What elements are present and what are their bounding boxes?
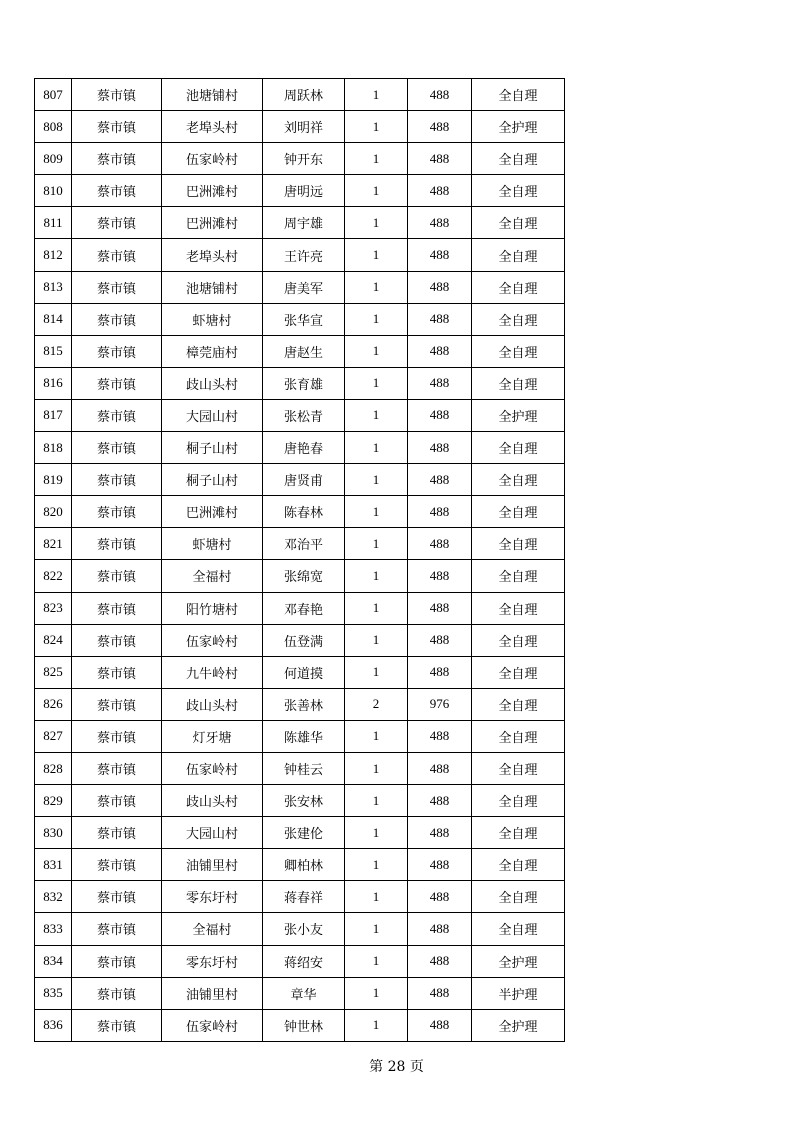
count-cell: 1 <box>345 656 408 688</box>
town-cell: 蔡市镇 <box>72 271 162 303</box>
row-number: 815 <box>35 335 72 367</box>
village-cell: 大园山村 <box>162 817 263 849</box>
town-cell: 蔡市镇 <box>72 111 162 143</box>
name-cell: 王许亮 <box>263 239 345 271</box>
town-cell: 蔡市镇 <box>72 977 162 1009</box>
count-cell: 1 <box>345 496 408 528</box>
table-row <box>35 945 565 977</box>
name-cell: 张绵宽 <box>263 560 345 592</box>
page-number: 第 28 页 <box>369 1059 424 1075</box>
row-number: 819 <box>35 464 72 496</box>
village-cell: 桐子山村 <box>162 432 263 464</box>
row-number: 809 <box>35 143 72 175</box>
row-number: 818 <box>35 432 72 464</box>
count-cell: 1 <box>345 624 408 656</box>
care-type-cell: 全自理 <box>472 496 565 528</box>
town-cell: 蔡市镇 <box>72 207 162 239</box>
name-cell: 张小友 <box>263 913 345 945</box>
count-cell: 1 <box>345 560 408 592</box>
care-type-cell: 全护理 <box>472 399 565 431</box>
count-cell: 1 <box>345 945 408 977</box>
village-cell: 池塘铺村 <box>162 79 263 111</box>
name-cell: 邓治平 <box>263 528 345 560</box>
row-number: 808 <box>35 111 72 143</box>
care-type-cell: 全护理 <box>472 1009 565 1041</box>
count-cell: 1 <box>345 432 408 464</box>
table-row <box>35 367 565 399</box>
town-cell: 蔡市镇 <box>72 367 162 399</box>
care-type-cell: 全自理 <box>472 720 565 752</box>
table-row <box>35 528 565 560</box>
table-row <box>35 464 565 496</box>
row-number: 807 <box>35 79 72 111</box>
name-cell: 唐明远 <box>263 175 345 207</box>
count-cell: 1 <box>345 849 408 881</box>
name-cell: 张善林 <box>263 688 345 720</box>
amount-cell: 488 <box>408 464 472 496</box>
town-cell: 蔡市镇 <box>72 881 162 913</box>
name-cell: 陈雄华 <box>263 720 345 752</box>
village-cell: 全福村 <box>162 560 263 592</box>
name-cell: 刘明祥 <box>263 111 345 143</box>
count-cell: 1 <box>345 271 408 303</box>
village-cell: 油铺里村 <box>162 849 263 881</box>
count-cell: 1 <box>345 399 408 431</box>
village-cell: 老埠头村 <box>162 239 263 271</box>
name-cell: 唐贤甫 <box>263 464 345 496</box>
town-cell: 蔡市镇 <box>72 432 162 464</box>
village-cell: 虾塘村 <box>162 303 263 335</box>
table-row <box>35 111 565 143</box>
town-cell: 蔡市镇 <box>72 849 162 881</box>
care-type-cell: 全自理 <box>472 239 565 271</box>
amount-cell: 488 <box>408 175 472 207</box>
village-cell: 油铺里村 <box>162 977 263 1009</box>
table-row <box>35 175 565 207</box>
amount-cell: 488 <box>408 849 472 881</box>
row-number: 830 <box>35 817 72 849</box>
name-cell: 唐美军 <box>263 271 345 303</box>
village-cell: 零东圩村 <box>162 945 263 977</box>
amount-cell: 488 <box>408 111 472 143</box>
count-cell: 2 <box>345 688 408 720</box>
amount-cell: 488 <box>408 881 472 913</box>
care-type-cell: 全自理 <box>472 271 565 303</box>
count-cell: 1 <box>345 528 408 560</box>
table-row <box>35 303 565 335</box>
name-cell: 张安林 <box>263 785 345 817</box>
town-cell: 蔡市镇 <box>72 335 162 367</box>
name-cell: 章华 <box>263 977 345 1009</box>
care-type-cell: 全自理 <box>472 688 565 720</box>
amount-cell: 488 <box>408 752 472 784</box>
table-row <box>35 752 565 784</box>
row-number: 833 <box>35 913 72 945</box>
care-type-cell: 全自理 <box>472 335 565 367</box>
village-cell: 樟莞庙村 <box>162 335 263 367</box>
row-number: 813 <box>35 271 72 303</box>
town-cell: 蔡市镇 <box>72 79 162 111</box>
amount-cell: 488 <box>408 496 472 528</box>
count-cell: 1 <box>345 79 408 111</box>
care-type-cell: 全自理 <box>472 175 565 207</box>
table-row <box>35 849 565 881</box>
care-type-cell: 全自理 <box>472 560 565 592</box>
care-type-cell: 全自理 <box>472 849 565 881</box>
care-type-cell: 全自理 <box>472 881 565 913</box>
amount-cell: 488 <box>408 271 472 303</box>
count-cell: 1 <box>345 175 408 207</box>
town-cell: 蔡市镇 <box>72 399 162 431</box>
row-number: 828 <box>35 752 72 784</box>
name-cell: 蒋绍安 <box>263 945 345 977</box>
table-row <box>35 688 565 720</box>
care-type-cell: 全自理 <box>472 143 565 175</box>
table-row <box>35 271 565 303</box>
care-type-cell: 全自理 <box>472 624 565 656</box>
care-type-cell: 全自理 <box>472 785 565 817</box>
count-cell: 1 <box>345 720 408 752</box>
count-cell: 1 <box>345 913 408 945</box>
village-cell: 大园山村 <box>162 399 263 431</box>
town-cell: 蔡市镇 <box>72 464 162 496</box>
care-type-cell: 全护理 <box>472 945 565 977</box>
name-cell: 唐艳春 <box>263 432 345 464</box>
amount-cell: 488 <box>408 1009 472 1041</box>
row-number: 831 <box>35 849 72 881</box>
town-cell: 蔡市镇 <box>72 592 162 624</box>
amount-cell: 488 <box>408 79 472 111</box>
count-cell: 1 <box>345 881 408 913</box>
name-cell: 钟开东 <box>263 143 345 175</box>
table-row <box>35 239 565 271</box>
town-cell: 蔡市镇 <box>72 720 162 752</box>
table-row <box>35 399 565 431</box>
town-cell: 蔡市镇 <box>72 785 162 817</box>
name-cell: 张育雄 <box>263 367 345 399</box>
care-type-cell: 全护理 <box>472 111 565 143</box>
table-row <box>35 881 565 913</box>
table-row <box>35 1009 565 1041</box>
village-cell: 歧山头村 <box>162 785 263 817</box>
village-cell: 九牛岭村 <box>162 656 263 688</box>
village-cell: 伍家岭村 <box>162 752 263 784</box>
count-cell: 1 <box>345 1009 408 1041</box>
care-type-cell: 全自理 <box>472 207 565 239</box>
count-cell: 1 <box>345 817 408 849</box>
village-cell: 伍家岭村 <box>162 143 263 175</box>
table-row <box>35 817 565 849</box>
town-cell: 蔡市镇 <box>72 752 162 784</box>
row-number: 814 <box>35 303 72 335</box>
roster-table <box>34 78 565 1042</box>
row-number: 832 <box>35 881 72 913</box>
name-cell: 张建伦 <box>263 817 345 849</box>
row-number: 826 <box>35 688 72 720</box>
name-cell: 卿柏林 <box>263 849 345 881</box>
row-number: 811 <box>35 207 72 239</box>
amount-cell: 976 <box>408 688 472 720</box>
row-number: 825 <box>35 656 72 688</box>
table-row <box>35 496 565 528</box>
name-cell: 何道摸 <box>263 656 345 688</box>
care-type-cell: 全自理 <box>472 817 565 849</box>
amount-cell: 488 <box>408 624 472 656</box>
town-cell: 蔡市镇 <box>72 688 162 720</box>
row-number: 810 <box>35 175 72 207</box>
village-cell: 虾塘村 <box>162 528 263 560</box>
row-number: 822 <box>35 560 72 592</box>
care-type-cell: 全自理 <box>472 432 565 464</box>
amount-cell: 488 <box>408 143 472 175</box>
town-cell: 蔡市镇 <box>72 175 162 207</box>
town-cell: 蔡市镇 <box>72 656 162 688</box>
village-cell: 阳竹塘村 <box>162 592 263 624</box>
village-cell: 巴洲滩村 <box>162 207 263 239</box>
village-cell: 灯牙塘 <box>162 720 263 752</box>
name-cell: 周宇雄 <box>263 207 345 239</box>
amount-cell: 488 <box>408 303 472 335</box>
name-cell: 邓春艳 <box>263 592 345 624</box>
village-cell: 池塘铺村 <box>162 271 263 303</box>
village-cell: 巴洲滩村 <box>162 175 263 207</box>
row-number: 836 <box>35 1009 72 1041</box>
amount-cell: 488 <box>408 720 472 752</box>
amount-cell: 488 <box>408 913 472 945</box>
name-cell: 张华宣 <box>263 303 345 335</box>
amount-cell: 488 <box>408 977 472 1009</box>
amount-cell: 488 <box>408 367 472 399</box>
row-number: 824 <box>35 624 72 656</box>
town-cell: 蔡市镇 <box>72 303 162 335</box>
village-cell: 老埠头村 <box>162 111 263 143</box>
care-type-cell: 全自理 <box>472 303 565 335</box>
count-cell: 1 <box>345 335 408 367</box>
count-cell: 1 <box>345 785 408 817</box>
count-cell: 1 <box>345 111 408 143</box>
village-cell: 歧山头村 <box>162 688 263 720</box>
count-cell: 1 <box>345 977 408 1009</box>
amount-cell: 488 <box>408 207 472 239</box>
amount-cell: 488 <box>408 560 472 592</box>
village-cell: 巴洲滩村 <box>162 496 263 528</box>
row-number: 816 <box>35 367 72 399</box>
village-cell: 伍家岭村 <box>162 624 263 656</box>
count-cell: 1 <box>345 207 408 239</box>
amount-cell: 488 <box>408 399 472 431</box>
town-cell: 蔡市镇 <box>72 239 162 271</box>
name-cell: 唐赵生 <box>263 335 345 367</box>
care-type-cell: 全自理 <box>472 464 565 496</box>
table-row <box>35 785 565 817</box>
row-number: 817 <box>35 399 72 431</box>
village-cell: 歧山头村 <box>162 367 263 399</box>
care-type-cell: 全自理 <box>472 752 565 784</box>
count-cell: 1 <box>345 239 408 271</box>
town-cell: 蔡市镇 <box>72 817 162 849</box>
amount-cell: 488 <box>408 656 472 688</box>
care-type-cell: 全自理 <box>472 367 565 399</box>
amount-cell: 488 <box>408 592 472 624</box>
count-cell: 1 <box>345 303 408 335</box>
roster-body <box>35 79 565 1042</box>
care-type-cell: 半护理 <box>472 977 565 1009</box>
town-cell: 蔡市镇 <box>72 143 162 175</box>
name-cell: 伍登满 <box>263 624 345 656</box>
row-number: 821 <box>35 528 72 560</box>
table-row <box>35 913 565 945</box>
table-row <box>35 592 565 624</box>
count-cell: 1 <box>345 367 408 399</box>
count-cell: 1 <box>345 752 408 784</box>
care-type-cell: 全自理 <box>472 79 565 111</box>
amount-cell: 488 <box>408 335 472 367</box>
table-row <box>35 560 565 592</box>
count-cell: 1 <box>345 143 408 175</box>
table-row <box>35 79 565 111</box>
amount-cell: 488 <box>408 239 472 271</box>
town-cell: 蔡市镇 <box>72 496 162 528</box>
table-row <box>35 656 565 688</box>
table-row <box>35 977 565 1009</box>
name-cell: 陈春林 <box>263 496 345 528</box>
amount-cell: 488 <box>408 945 472 977</box>
table-row <box>35 207 565 239</box>
row-number: 829 <box>35 785 72 817</box>
town-cell: 蔡市镇 <box>72 1009 162 1041</box>
count-cell: 1 <box>345 592 408 624</box>
amount-cell: 488 <box>408 528 472 560</box>
town-cell: 蔡市镇 <box>72 624 162 656</box>
name-cell: 蒋春祥 <box>263 881 345 913</box>
care-type-cell: 全自理 <box>472 656 565 688</box>
amount-cell: 488 <box>408 785 472 817</box>
care-type-cell: 全自理 <box>472 528 565 560</box>
village-cell: 伍家岭村 <box>162 1009 263 1041</box>
town-cell: 蔡市镇 <box>72 945 162 977</box>
row-number: 835 <box>35 977 72 1009</box>
name-cell: 周跃林 <box>263 79 345 111</box>
row-number: 827 <box>35 720 72 752</box>
village-cell: 零东圩村 <box>162 881 263 913</box>
amount-cell: 488 <box>408 817 472 849</box>
row-number: 820 <box>35 496 72 528</box>
care-type-cell: 全自理 <box>472 913 565 945</box>
row-number: 823 <box>35 592 72 624</box>
name-cell: 钟桂云 <box>263 752 345 784</box>
name-cell: 张松青 <box>263 399 345 431</box>
table-row <box>35 335 565 367</box>
table-row <box>35 143 565 175</box>
count-cell: 1 <box>345 464 408 496</box>
row-number: 812 <box>35 239 72 271</box>
name-cell: 钟世林 <box>263 1009 345 1041</box>
village-cell: 桐子山村 <box>162 464 263 496</box>
table-row <box>35 720 565 752</box>
town-cell: 蔡市镇 <box>72 913 162 945</box>
row-number: 834 <box>35 945 72 977</box>
table-row <box>35 432 565 464</box>
town-cell: 蔡市镇 <box>72 560 162 592</box>
town-cell: 蔡市镇 <box>72 528 162 560</box>
care-type-cell: 全自理 <box>472 592 565 624</box>
table-row <box>35 624 565 656</box>
amount-cell: 488 <box>408 432 472 464</box>
village-cell: 全福村 <box>162 913 263 945</box>
